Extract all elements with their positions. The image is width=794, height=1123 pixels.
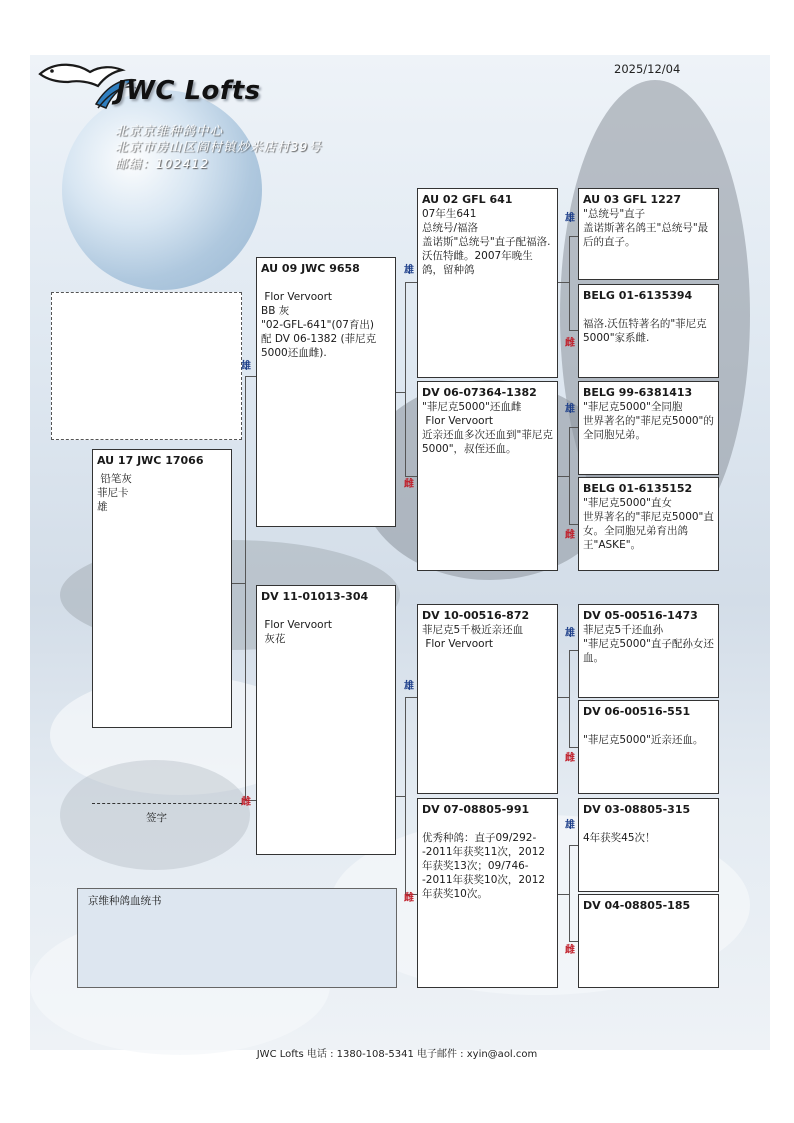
male-marker: 雄 [404, 681, 414, 692]
ring-number: DV 05-00516-1473 [583, 609, 698, 622]
connector-line [569, 845, 570, 941]
pigeon-description: "菲尼克5000"还血雌 Flor Vervoort 近亲还血多次还血到"菲尼克5000"，叔侄还血。 [422, 401, 553, 455]
signature-label: 签字 [146, 812, 167, 824]
connector-line [557, 282, 569, 283]
female-marker: 雌 [241, 797, 251, 808]
great-grandparent-box-8[interactable] [578, 894, 719, 988]
male-marker: 雄 [565, 404, 575, 415]
great-grandparent-box-2[interactable] [578, 284, 719, 378]
ring-number: DV 07-08805-991 [422, 803, 530, 816]
connector-line [569, 427, 570, 524]
great-grandparent-box-5[interactable] [578, 604, 719, 698]
ring-number: DV 04-08805-185 [583, 899, 691, 912]
female-marker: 雌 [565, 945, 575, 956]
globe-image [62, 90, 262, 290]
female-marker: 雌 [404, 893, 414, 904]
pigeon-description: "菲尼克5000"直女 世界著名的"菲尼克5000"直女。全同胞兄弟育出鸽王"ASKE"。 [583, 497, 714, 551]
brand-name: JWC Lofts [116, 76, 261, 106]
pigeon-description: Flor Vervoort 灰花 [264, 619, 333, 645]
signature-line [92, 803, 242, 804]
connector-line [557, 476, 569, 477]
female-marker: 雌 [565, 338, 575, 349]
postal-code: 邮编：102412 [115, 156, 210, 171]
connector-line [557, 697, 569, 698]
connector-line [395, 392, 405, 393]
great-grandparent-box-3[interactable] [578, 381, 719, 475]
paternal-grandsire-box[interactable] [417, 188, 558, 378]
pigeon-description: 菲尼克5千还血孙 "菲尼克5000"直子配孙女还血。 [583, 624, 714, 664]
male-marker: 雄 [565, 628, 575, 639]
certificate-title: 京维种鸽血统书 [88, 895, 162, 907]
male-marker: 雄 [565, 213, 575, 224]
pigeon-description: 4年获奖45次！ [583, 832, 656, 844]
connector-line [405, 697, 406, 895]
ring-number: BELG 01-6135152 [583, 482, 693, 495]
subject-pigeon-box[interactable] [92, 449, 232, 728]
pigeon-description: 07年生641 总统号/福洛 盖诺斯"总统号"直子配福洛.沃伍特雌。2007年晚生鸽，留种鸽 [422, 208, 551, 276]
maternal-granddam-box[interactable] [417, 798, 558, 988]
pigeon-description: "菲尼克5000"近亲还血。 [583, 734, 704, 746]
ring-number: AU 09 JWC 9658 [261, 262, 360, 275]
connector-line [569, 650, 570, 747]
connector-line [569, 236, 570, 330]
pigeon-description: Flor Vervoort BB 灰 "02-GFL-641"(07育出) 配 DV 06-1382 (菲尼克5000还血雌). [261, 291, 377, 359]
paternal-granddam-box[interactable] [417, 381, 558, 571]
pigeon-description: "菲尼克5000"全同胞 世界著名的"菲尼克5000"的全同胞兄弟。 [583, 401, 714, 441]
maternal-grandsire-box[interactable] [417, 604, 558, 794]
address-line-2: 北京市房山区阎村镇炒米店村39号 [115, 139, 322, 154]
pigeon-description: 福洛.沃伍特著名的"菲尼克5000"家系雌. [583, 318, 707, 344]
sire-box[interactable] [256, 257, 396, 527]
female-marker: 雌 [565, 530, 575, 541]
pigeon-description: "总统号"直子 盖诺斯著名鸽王"总统号"最后的直子。 [583, 208, 709, 248]
pigeon-photo-placeholder[interactable] [51, 292, 242, 440]
female-marker: 雌 [404, 479, 414, 490]
ring-number: AU 17 JWC 17066 [97, 454, 204, 467]
ring-number: AU 03 GFL 1227 [583, 193, 682, 206]
ring-number: DV 10-00516-872 [422, 609, 530, 622]
ring-number: DV 06-00516-551 [583, 705, 691, 718]
pigeon-description: 菲尼克5千极近亲还血 Flor Vervoort [422, 624, 524, 650]
connector-line [231, 583, 245, 584]
great-grandparent-box-7[interactable] [578, 798, 719, 892]
ring-number: DV 03-08805-315 [583, 803, 691, 816]
great-grandparent-box-6[interactable] [578, 700, 719, 794]
connector-line [405, 282, 406, 477]
ring-number: DV 06-07364-1382 [422, 386, 537, 399]
footer-contact: JWC Lofts 电话 : 1380-108-5341 电子邮件 : xyin@aol.com [256, 1049, 538, 1060]
ring-number: BELG 01-6135394 [583, 289, 693, 302]
connector-line [245, 376, 246, 800]
pigeon-description: 优秀种鸽：直子09/292--2011年获奖11次，2012年获奖13次；09/746--2011年获奖10次，2012年获奖10次。 [422, 832, 546, 900]
document-date: 2025/12/04 [614, 62, 681, 76]
pigeon-description: 铅笔灰 菲尼卡 雄 [97, 473, 132, 513]
male-marker: 雄 [565, 820, 575, 831]
great-grandparent-box-1[interactable] [578, 188, 719, 280]
ring-number: BELG 99-6381413 [583, 386, 693, 399]
ring-number: AU 02 GFL 641 [422, 193, 513, 206]
ring-number: DV 11-01013-304 [261, 590, 369, 603]
male-marker: 雄 [404, 265, 414, 276]
great-grandparent-box-4[interactable] [578, 477, 719, 571]
certificate-panel [77, 888, 397, 988]
connector-line [395, 796, 405, 797]
connector-line [557, 894, 569, 895]
address-line-1: 北京京维种鸽中心 [115, 123, 224, 138]
dam-box[interactable] [256, 585, 396, 855]
male-marker: 雄 [241, 361, 251, 372]
female-marker: 雌 [565, 753, 575, 764]
